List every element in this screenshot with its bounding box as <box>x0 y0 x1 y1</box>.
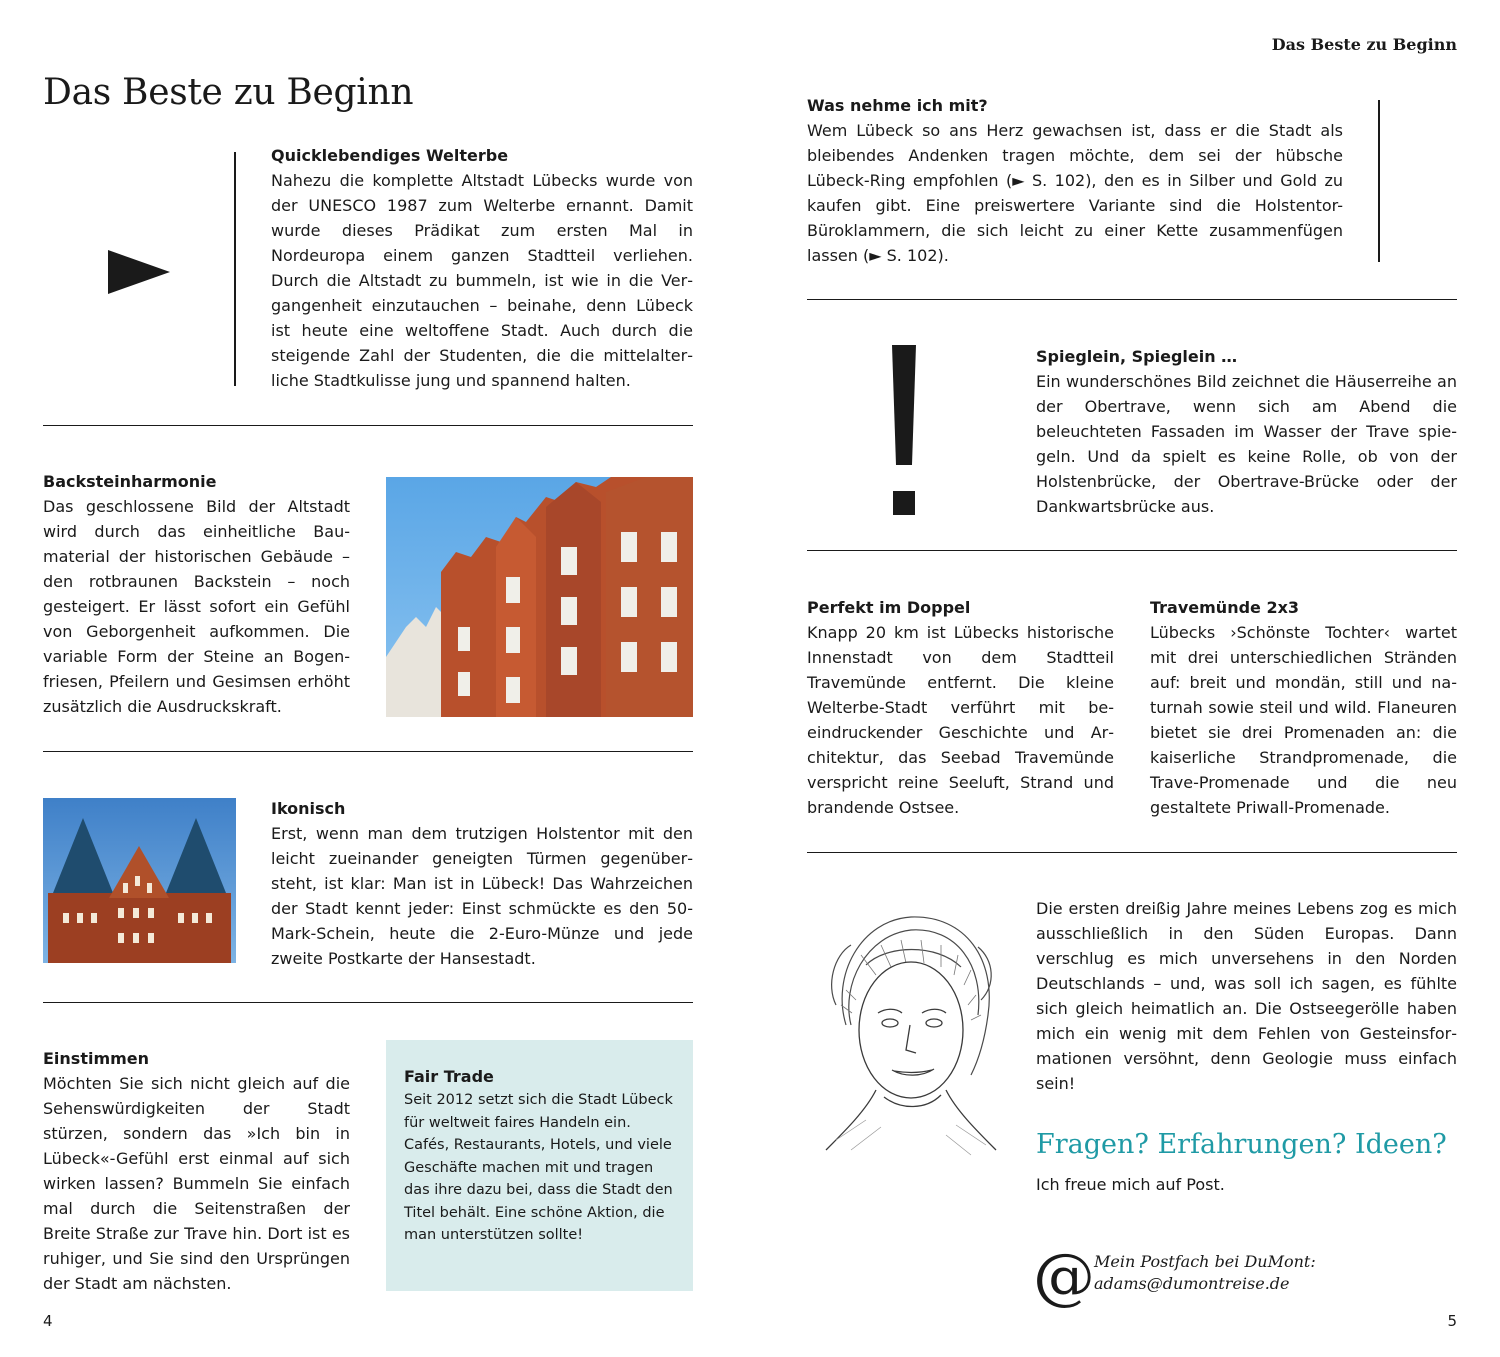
fair-trade-box <box>386 1040 693 1291</box>
section-mitnehmen <box>807 93 1343 268</box>
section-text: Nahezu die komplette Altstadt Lübecks wurde von der UNESCO 1987 zum Welterbe ernannt. Damit wurde dieses Prädikat zum ersten Mal in Nordeuropa einem ganzen Stadtteil verliehen. Durch die Altstadt zu bummeln, ist wie in die Vergangenheit einzutauchen – beinahe, denn Lübeck ist heute eine weltoffene Stadt. Auch durch die steigende Zahl der Studenten, die die mittelalterliche Stadtkulisse jung und spannend halten. <box>271 171 693 390</box>
page-title: Das Beste zu Beginn <box>43 72 414 113</box>
divider <box>43 751 693 752</box>
author-text: Die ersten dreißig Jahre meines Lebens zog es mich ausschließlich in den Süden Europas. Dann verschlug es mich unversehens in den Norden Deutschlands – und, was soll ich sagen, es fühlte sich gleich heimatlich an. Die Ostseegerölle haben mich ein wenig mit dem Fehlen von Gesteinsformationen versöhnt, denn Geologie muss einfach sein! <box>1036 899 1457 1093</box>
section-heading: Ikonisch <box>271 799 346 818</box>
section-heading: Quicklebendiges Welterbe <box>271 146 509 165</box>
divider <box>807 852 1457 853</box>
author-intro <box>1036 896 1457 1096</box>
section-heading: Backsteinharmonie <box>43 472 217 491</box>
section-spieglein <box>1036 344 1457 519</box>
vertical-divider <box>1378 100 1380 262</box>
section-heading: Einstimmen <box>43 1049 150 1068</box>
cta-heading: Fragen? Erfahrungen? Ideen? <box>1036 1129 1447 1160</box>
at-sign-icon: @ <box>1033 1239 1095 1312</box>
section-text: Wem Lübeck so ans Herz gewachsen ist, dass er die Stadt als bleibendes Andenken tragen möchte, dem sei der hübsche Lübeck-Ring empfohlen (► S. 102), den es in Silber und Gold zu kaufen gibt. Eine preiswertere Variante sind die Holstentor-Büroklammern, die sich leicht zu einer Kette zusammenfügen lassen (► S. 102). <box>807 121 1343 265</box>
section-text: Erst, wenn man dem trutzigen Holstentor mit den leicht zueinander geneigten Türmen gegenübersteht, ist klar: Man ist in Lübeck! Das Wahrzeichen der Stadt kennt jeder: Einst schmückte es den 50-Mark-Schein, heute die 2-Euro-Münze und jede zweite Postkarte der Hansestadt. <box>271 824 693 968</box>
play-triangle-icon <box>106 248 172 300</box>
section-einstimmen <box>43 1046 350 1296</box>
divider <box>43 425 693 426</box>
cta-text: Ich freue mich auf Post. <box>1036 1175 1225 1194</box>
section-heading: Fair Trade <box>404 1067 494 1086</box>
divider <box>807 550 1457 551</box>
mail-address-link[interactable]: adams@dumontreise.de <box>1094 1274 1290 1293</box>
section-text: Ein wunderschönes Bild zeichnet die Häuserreihe an der Obertrave, wenn sich am Abend die beleuchteten Fassaden im Wasser der Trave spiegeln. Und da spielt es keine Rolle, ob von der Holstenbrücke, der Obertrave-Brücke oder der Dankwartsbrücke aus. <box>1036 372 1457 516</box>
exclamation-icon <box>888 345 920 521</box>
section-text: Lübecks ›Schönste Tochter‹ wartet mit drei unterschiedlichen Stränden auf: breit und mondän, still und naturnah sowie steil und wild. Flaneuren bietet sie drei Promenaden an: die kaiserliche Strandpromenade, die Trave-Promenade und die neu gestaltete Priwall-Promenade. <box>1150 623 1457 817</box>
section-text: Seit 2012 setzt sich die Stadt Lübeck für weltweit faires Handeln ein. Cafés, Restaurants, Hotels, und viele Geschäfte machen mit und tragen das ihre dazu bei, dass die Stadt den Titel behält. Eine schöne Aktion, die man unterstützen sollte! <box>404 1092 673 1243</box>
section-heading: Was nehme ich mit? <box>807 96 988 115</box>
page-number-right: 5 <box>1447 1312 1457 1330</box>
section-text: Das geschlossene Bild der Altstadt wird durch das einheitliche Baumaterial der historischen Gebäude – den rotbraunen Backstein – noch gesteigert. Er lässt sofort ein Gefühl von Geborgenheit aufkommen. Die variable Form der Steine an Bogenfriesen, Pfeilern und Gesimsen erhöht zusätzlich die Ausdruckskraft. <box>43 497 350 716</box>
section-text: Knapp 20 km ist Lübecks historische Innenstadt von dem Stadtteil Travemünde entfernt. Die kleine Welterbe-Stadt verführt mit beeindruckender Geschichte und Architektur, das Seebad Travemünde verspricht reine Seeluft, Strand und brandende Ostsee. <box>807 623 1114 817</box>
holstentor-photo <box>43 798 236 963</box>
divider <box>807 299 1457 300</box>
section-travemuende <box>1150 595 1457 820</box>
mailbox-label: Mein Postfach bei DuMont: <box>1094 1252 1316 1271</box>
section-welterbe <box>271 143 693 393</box>
section-text: Möchten Sie sich nicht gleich auf die Sehenswürdigkeiten der Stadt stürzen, sondern das »Ich bin in Lübeck«-Gefühl erst einmal auf sich wirken lassen? Bummeln Sie einfach mal durch die Seitenstraßen der Breite Straße zur Trave hin. Dort ist es ruhiger, und Sie sind den Ursprüngen der Stadt am nächsten. <box>43 1074 350 1293</box>
section-heading: Travemünde 2x3 <box>1150 598 1300 617</box>
section-doppel <box>807 595 1114 820</box>
divider <box>43 1002 693 1003</box>
vertical-divider <box>234 152 236 386</box>
section-ikonisch <box>271 796 693 971</box>
running-header: Das Beste zu Beginn <box>1271 35 1457 54</box>
author-portrait-sketch <box>806 905 1011 1160</box>
page-number-left: 4 <box>43 1312 53 1330</box>
section-heading: Spieglein, Spieglein … <box>1036 347 1238 366</box>
brick-houses-photo <box>386 477 693 717</box>
section-heading: Perfekt im Doppel <box>807 598 971 617</box>
mailbox-info <box>1094 1251 1316 1295</box>
section-backstein <box>43 469 350 719</box>
